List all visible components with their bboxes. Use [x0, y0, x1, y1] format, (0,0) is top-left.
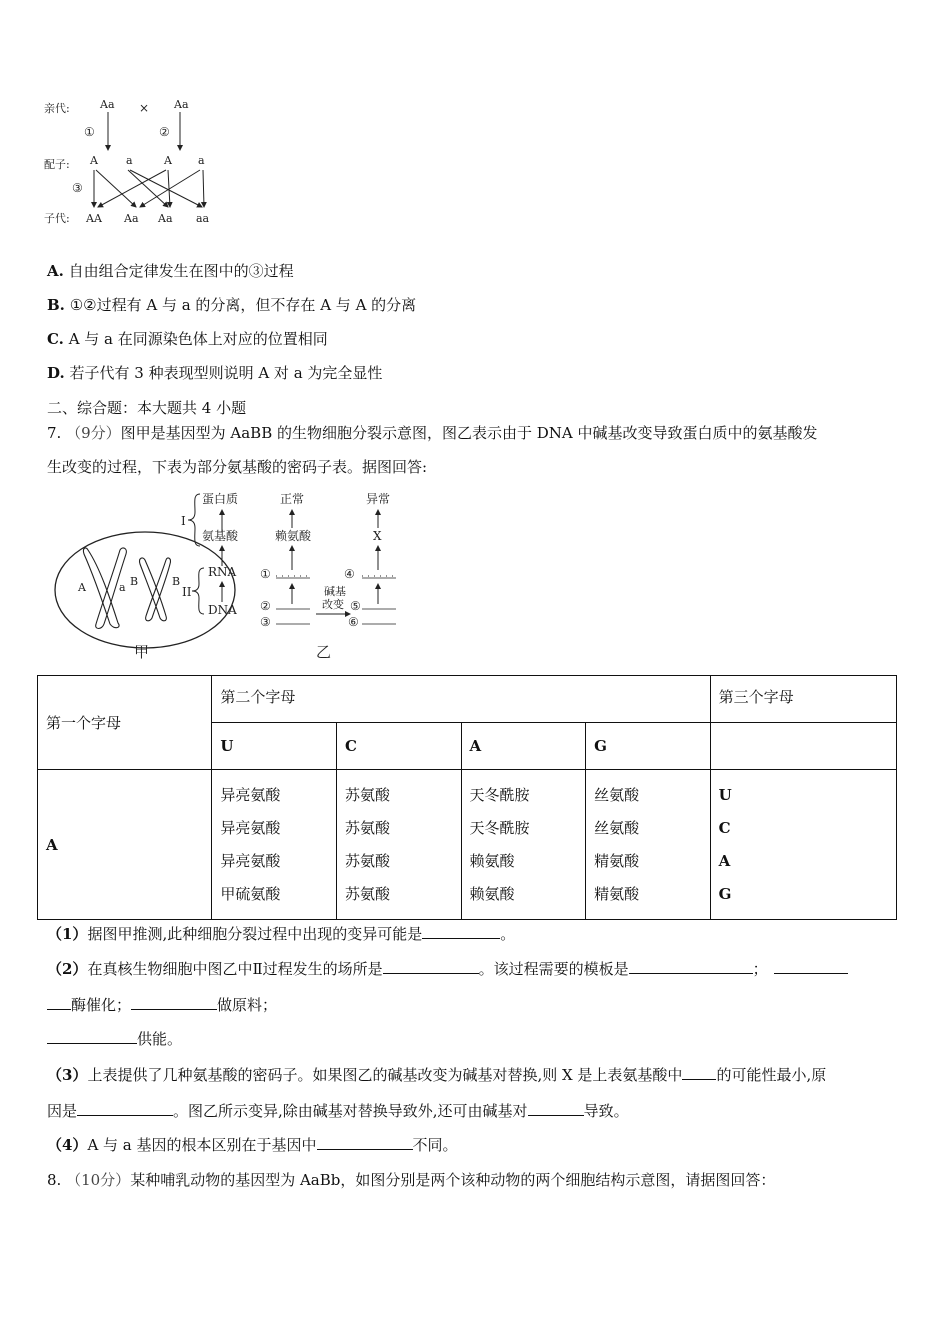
second-col-C: C — [336, 723, 461, 770]
roman-2: II — [182, 585, 192, 599]
answer-blank-5[interactable] — [131, 995, 217, 1010]
circle-6: ⑥ — [348, 615, 359, 629]
brace-2 — [192, 568, 204, 614]
circle-4: ④ — [344, 567, 355, 581]
second-col-G: G — [586, 723, 711, 770]
parent-right: Aa — [174, 98, 189, 111]
brace-1 — [188, 494, 200, 546]
gamete-4: a — [198, 154, 205, 167]
mutation-label-1: 碱基 — [324, 585, 346, 598]
arrow-gamete-3-a — [98, 170, 166, 207]
step-3-label: ③ — [72, 181, 83, 195]
header-third-letter: 第三个字母 — [710, 676, 896, 723]
answer-blank-1[interactable] — [422, 924, 500, 939]
arrow-gamete-1-b — [96, 170, 136, 207]
col-u-cells: 异亮氨酸 异亮氨酸 异亮氨酸 甲硫氨酸 — [212, 770, 337, 920]
gamete-1: A — [90, 154, 98, 167]
option-d[interactable]: D. 若子代有 3 种表现型则说明 A 对 a 为完全显性 — [47, 364, 383, 382]
chrom-label-A: A — [78, 581, 86, 594]
header-first-letter: 第一个字母 — [38, 676, 212, 770]
offspring-1: AA — [86, 212, 102, 225]
codon-table — [37, 675, 897, 920]
parent-left: Aa — [100, 98, 115, 111]
offspring-2: Aa — [124, 212, 139, 225]
option-b[interactable]: B. ①②过程有 A 与 a 的分离，但不存在 A 与 A 的分离 — [47, 296, 417, 314]
circle-5: ⑤ — [350, 599, 361, 613]
label-lysine: 赖氨酸 — [275, 529, 312, 543]
parent-label: 亲代: — [44, 102, 70, 115]
answer-blank-10[interactable] — [317, 1135, 413, 1150]
cross-symbol: × — [139, 101, 150, 115]
chrom-label-a: a — [119, 581, 126, 594]
table-header-row — [38, 676, 897, 723]
answer-blank-4a[interactable] — [774, 959, 848, 974]
circle-2: ② — [260, 599, 271, 613]
chrom-label-B1: B — [130, 575, 139, 588]
q7-sub2-line2: 酶催化； 做原料； — [47, 995, 277, 1015]
label-amino-acid: 氨基酸 — [202, 529, 239, 543]
third-letter-cells: U C A G — [710, 770, 896, 920]
section-title: 二、综合题：本大题共 4 小题 — [47, 399, 247, 417]
label-normal: 正常 — [280, 492, 305, 506]
q7-sub3-line1: （3）上表提供了几种氨基酸的密码子。如果图乙的碱基改变为碱基对替换,则 X 是上表氨基酸中 的可能性最小,原 — [47, 1066, 827, 1084]
mutation-label-2: 改变 — [322, 598, 344, 611]
answer-blank-2[interactable] — [383, 959, 479, 974]
q8-line1: 8. （10分）某种哺乳动物的基因型为 AaBb，如图分别是两个该种动物的两个细胞结构示意图，请据图回答： — [47, 1171, 776, 1189]
answer-blank-9[interactable] — [528, 1101, 584, 1116]
circle-1: ① — [260, 567, 271, 581]
answer-blank-3[interactable] — [629, 959, 753, 974]
label-abnormal: 异常 — [366, 492, 391, 506]
second-col-U: U — [212, 723, 337, 770]
third-col-empty — [710, 723, 896, 770]
label-dna: DNA — [208, 603, 237, 617]
col-g-cells: 丝氨酸 丝氨酸 精氨酸 精氨酸 — [586, 770, 711, 920]
arrow-gamete-4-b — [203, 170, 204, 207]
q7-sub1: （1）据图甲推测,此种细胞分裂过程中出现的变异可能是 。 — [47, 925, 516, 943]
chrom-label-B2: B — [172, 575, 181, 588]
col-c-cells: 苏氨酸 苏氨酸 苏氨酸 苏氨酸 — [336, 770, 461, 920]
option-c[interactable]: C. A 与 a 在同源染色体上对应的位置相同 — [47, 330, 328, 348]
offspring-label: 子代: — [44, 212, 70, 225]
answer-blank-8[interactable] — [77, 1101, 173, 1116]
cell-and-mutation-figure — [48, 488, 408, 666]
answer-blank-7[interactable] — [682, 1065, 716, 1080]
q7-sub3-line2: 因是 。图乙所示变异,除由碱基对替换导致外,还可由碱基对 导致。 — [47, 1102, 629, 1120]
circle-3: ③ — [260, 615, 271, 629]
arrow-gamete-2-a — [128, 170, 168, 207]
step-2-label: ② — [159, 125, 170, 139]
row-letter: A — [38, 770, 212, 920]
q7-line1: 7. （9分）图甲是基因型为 AaBB 的生物细胞分裂示意图，图乙表示由于 DNA 中碱基改变导致蛋白质中的氨基酸发 — [47, 424, 818, 442]
q7-line2: 生改变的过程，下表为部分氨基酸的密码子表。据图回答: — [47, 458, 428, 476]
chromosome-pair — [83, 548, 170, 629]
second-col-A: A — [461, 723, 586, 770]
answer-blank-6[interactable] — [47, 1029, 137, 1044]
option-a[interactable]: A. 自由组合定律发生在图中的③过程 — [47, 262, 294, 280]
roman-1: I — [181, 514, 186, 528]
col-a-cells: 天冬酰胺 天冬酰胺 赖氨酸 赖氨酸 — [461, 770, 586, 920]
q7-sub2-line1: （2）在真核生物细胞中图乙中Ⅱ过程发生的场所是 。该过程需要的模板是 ； — [47, 959, 848, 979]
offspring-3: Aa — [158, 212, 173, 225]
figure-jia-caption: 甲 — [134, 643, 150, 661]
cross-diagram — [40, 92, 230, 232]
header-second-letter: 第二个字母 — [212, 676, 710, 723]
label-x: X — [373, 529, 382, 543]
step-1-label: ① — [84, 125, 95, 139]
label-rna: RNA — [208, 565, 237, 579]
gamete-label: 配子: — [44, 158, 70, 171]
label-protein: 蛋白质 — [202, 492, 239, 506]
table-row — [38, 770, 897, 920]
answer-blank-4b[interactable] — [47, 995, 71, 1010]
figure-yi-caption: 乙 — [316, 643, 332, 661]
q7-sub4: （4）A 与 a 基因的根本区别在于基因中 不同。 — [47, 1136, 458, 1154]
gamete-3: A — [164, 154, 172, 167]
offspring-4: aa — [196, 212, 210, 225]
gamete-2: a — [126, 154, 133, 167]
q7-sub2-line3: 供能。 — [47, 1029, 182, 1049]
